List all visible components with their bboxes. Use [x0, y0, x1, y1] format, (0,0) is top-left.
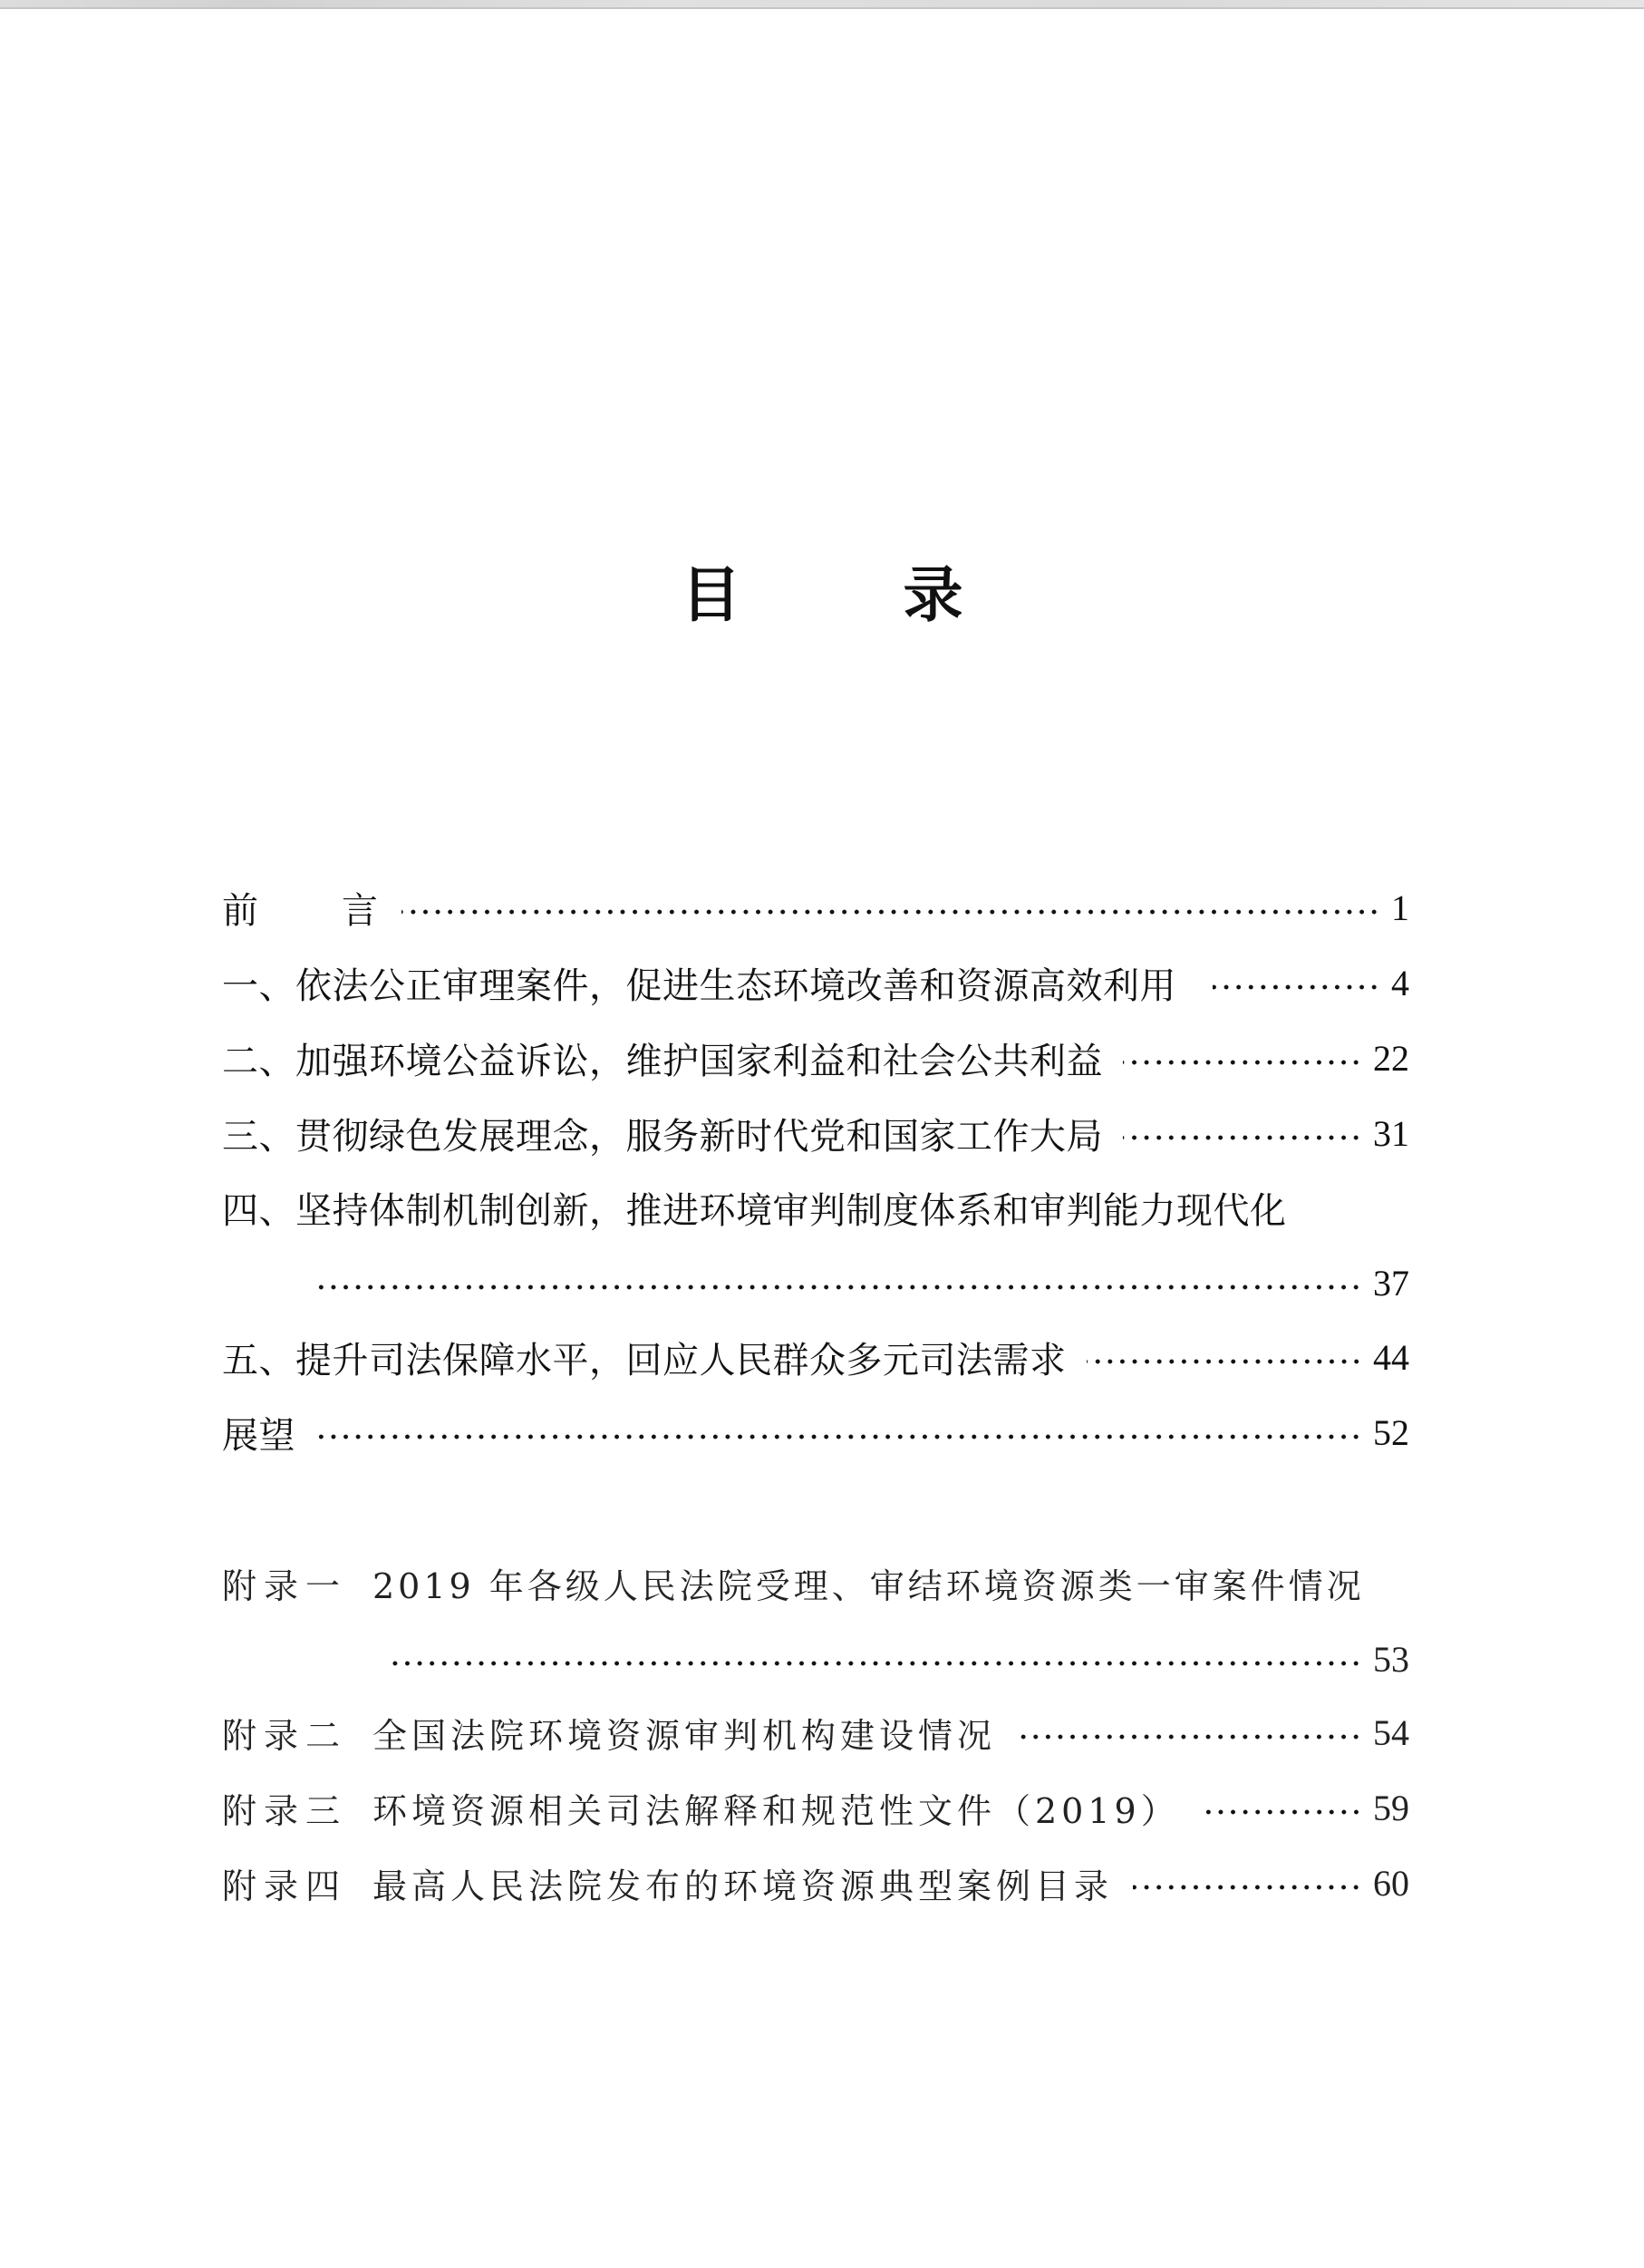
appendix-text: 最高人民法院发布的环境资源典型案例目录 [372, 1866, 1114, 1906]
toc-page-number: 22 [1373, 1037, 1409, 1079]
toc-entry-5[interactable] [222, 1330, 1409, 1384]
toc-page-number: 4 [1391, 962, 1409, 1003]
toc-entry-text: 一、依法公正审理案件，促进生态环境改善和资源高效利用 [222, 964, 1176, 1007]
dot-leader [317, 1284, 1362, 1290]
dot-leader [1016, 1734, 1362, 1740]
toc-page-number: 31 [1373, 1112, 1409, 1154]
page-title: 目 录 [681, 559, 1034, 630]
appendix-page-number: 53 [1373, 1638, 1409, 1680]
toc-entry-3[interactable] [222, 1106, 1409, 1160]
appendix-label: 附录三 [222, 1790, 348, 1831]
appendix-label: 附录二 [222, 1715, 348, 1756]
appendix-entry-1[interactable] [222, 1556, 1409, 1610]
toc-entry-text: 四、坚持体制机制创新，推进环境审判制度体系和审判能力现代化 [222, 1189, 1287, 1232]
toc-entry-text: 展望 [222, 1414, 295, 1457]
toc-entry-4[interactable] [222, 1180, 1409, 1235]
toc-entry-text: 二、加强环境公益诉讼，维护国家利益和社会公共利益 [222, 1040, 1103, 1082]
appendix-entry-3[interactable] [222, 1780, 1409, 1835]
appendix-label: 附录四 [222, 1866, 348, 1906]
appendix-entry-1-continuation[interactable] [392, 1632, 1409, 1686]
dot-leader [1087, 1359, 1363, 1364]
toc-entry-outlook[interactable] [222, 1405, 1409, 1459]
appendix-page-number: 54 [1373, 1711, 1409, 1753]
dot-leader [1213, 984, 1380, 990]
appendix-text: 环境资源相关司法解释和规范性文件（2019） [372, 1790, 1180, 1831]
appendix-page-number: 59 [1373, 1787, 1409, 1828]
dot-leader [1200, 1809, 1362, 1815]
toc-entry-1[interactable] [222, 955, 1409, 1010]
appendix-text: 全国法院环境资源审判机构建设情况 [372, 1715, 997, 1756]
dot-leader [392, 1661, 1362, 1666]
appendix-text: 2019 年各级人民法院受理、审结环境资源类一审案件情况 [372, 1565, 1365, 1606]
dot-leader [1133, 1885, 1362, 1890]
dot-leader [401, 909, 1380, 915]
toc-page-number: 1 [1391, 887, 1409, 928]
toc-entry-text: 前 言 [222, 889, 401, 932]
toc-entry-text: 三、贯彻绿色发展理念，服务新时代党和国家工作大局 [222, 1115, 1103, 1158]
appendix-label: 附录一 [222, 1565, 348, 1606]
viewer-top-bar [0, 0, 1644, 9]
appendix-entry-2[interactable] [222, 1705, 1409, 1759]
toc-entry-preface[interactable] [222, 880, 1409, 935]
toc-entry-2[interactable] [222, 1031, 1409, 1085]
dot-leader [1123, 1135, 1362, 1140]
appendix-entry-4[interactable] [222, 1856, 1409, 1910]
toc-page-number: 37 [1373, 1262, 1409, 1304]
toc-page-number: 44 [1373, 1336, 1409, 1378]
toc-entry-text: 五、提升司法保障水平，回应人民群众多元司法需求 [222, 1339, 1067, 1381]
toc-page-number: 52 [1373, 1411, 1409, 1453]
appendix-page-number: 60 [1373, 1862, 1409, 1904]
dot-leader [1123, 1060, 1362, 1065]
toc-entry-4-continuation[interactable] [317, 1255, 1409, 1310]
dot-leader [315, 1434, 1362, 1439]
